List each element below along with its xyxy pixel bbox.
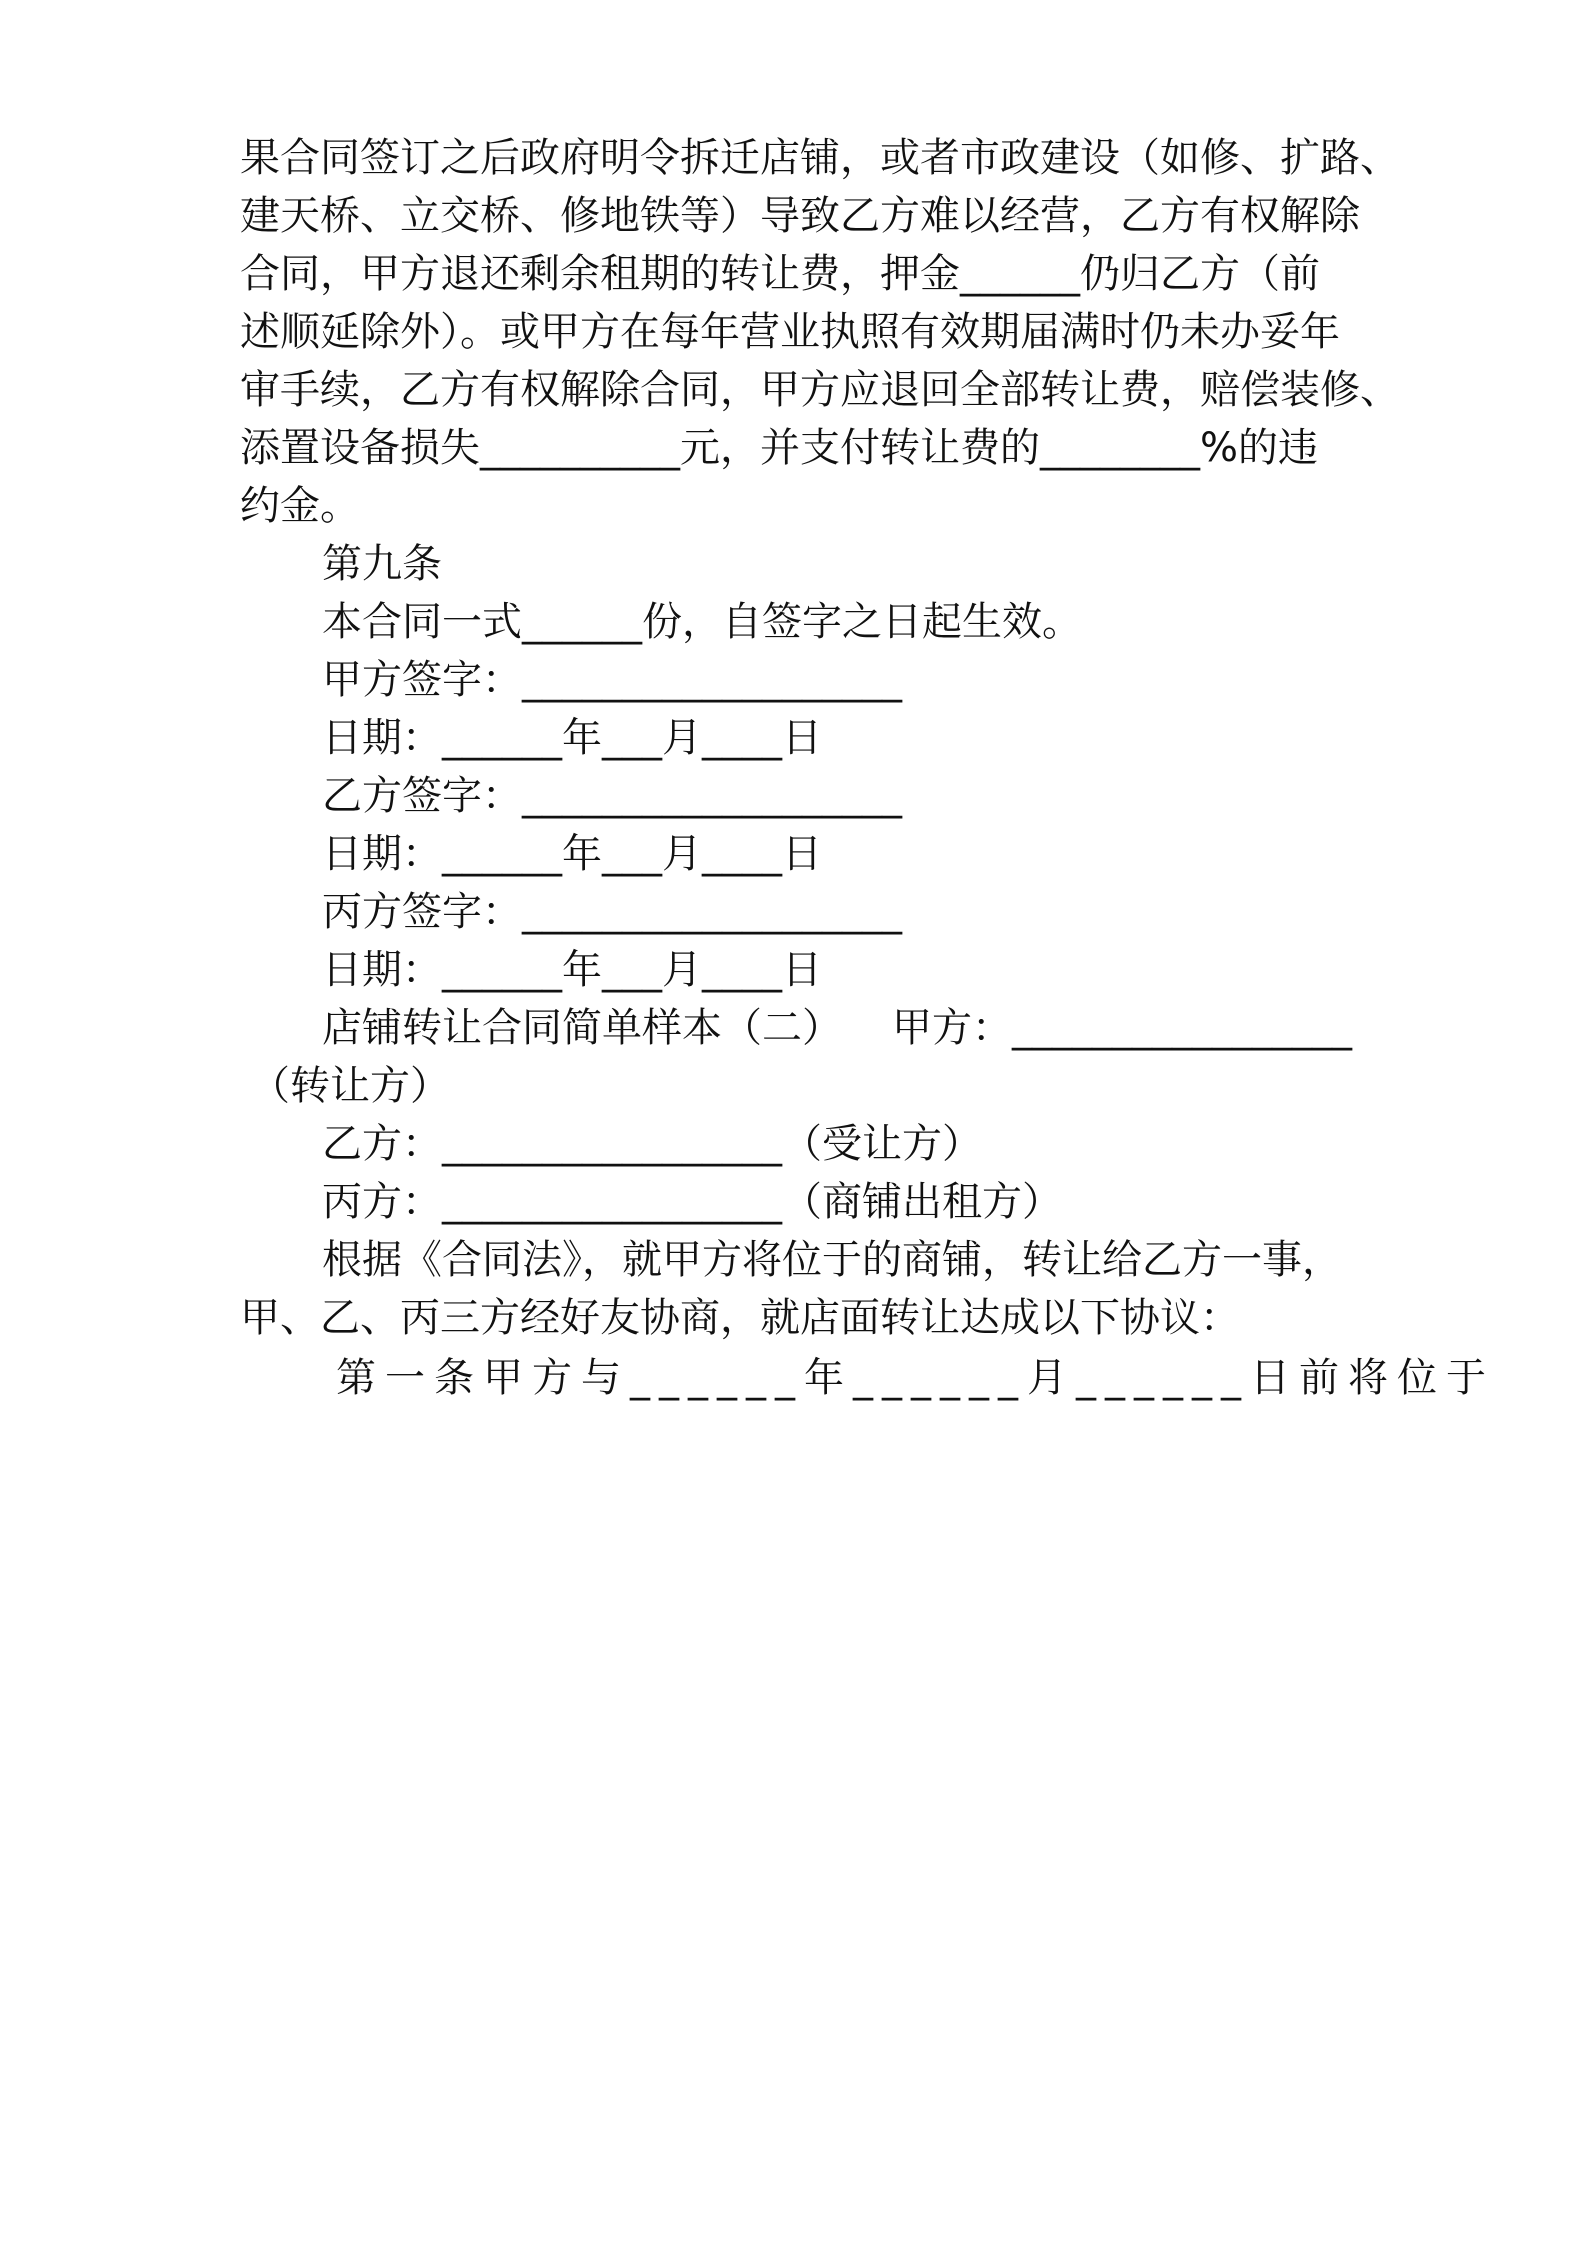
paragraph-line: 添置设备损失__________元，并支付转让费的________%的违 [240, 425, 1319, 471]
article-text: 本合同一式______份，自签字之日起生效。 [322, 599, 1082, 645]
sample2-title: 店铺转让合同简单样本（二） [322, 1005, 842, 1051]
paragraph-line: 审手续，乙方有权解除合同，甲方应退回全部转让费，赔偿装修、 [240, 367, 1400, 413]
signature-line-party-c: 丙方签字：___________________ [322, 889, 902, 935]
article1-line: 第一条甲方与______年______月______日前将位于 [336, 1355, 1495, 1401]
sample2-party-a: 甲方：_________________ [892, 1005, 1352, 1051]
paragraph-line: 建天桥、立交桥、修地铁等）导致乙方难以经营，乙方有权解除 [240, 193, 1360, 239]
sample2-party-a-role: （转让方） [250, 1063, 450, 1109]
sample2-party-b: 乙方：_________________（受让方） [322, 1121, 982, 1167]
paragraph-line: 约金。 [240, 483, 360, 529]
date-line-party-c: 日期：______年___月____日 [322, 947, 822, 993]
basis-line: 根据《合同法》，就甲方将位于的商铺，转让给乙方一事， [322, 1237, 1342, 1283]
date-line-party-b: 日期：______年___月____日 [322, 831, 822, 877]
signature-line-party-b: 乙方签字：___________________ [322, 773, 902, 819]
sample2-party-c: 丙方：_________________（商铺出租方） [322, 1179, 1062, 1225]
paragraph-line: 合同，甲方退还剩余租期的转让费，押金______仍归乙方（前 [240, 251, 1320, 297]
date-line-party-a: 日期：______年___月____日 [322, 715, 822, 761]
basis-line: 甲、乙、丙三方经好友协商，就店面转让达成以下协议： [240, 1295, 1240, 1341]
paragraph-line: 果合同签订之后政府明令拆迁店铺，或者市政建设（如修、扩路、 [240, 135, 1400, 181]
signature-line-party-a: 甲方签字：___________________ [322, 657, 902, 703]
paragraph-line: 述顺延除外）。或甲方在每年营业执照有效期届满时仍未办妥年 [240, 309, 1340, 355]
article-heading: 第九条 [322, 541, 442, 587]
